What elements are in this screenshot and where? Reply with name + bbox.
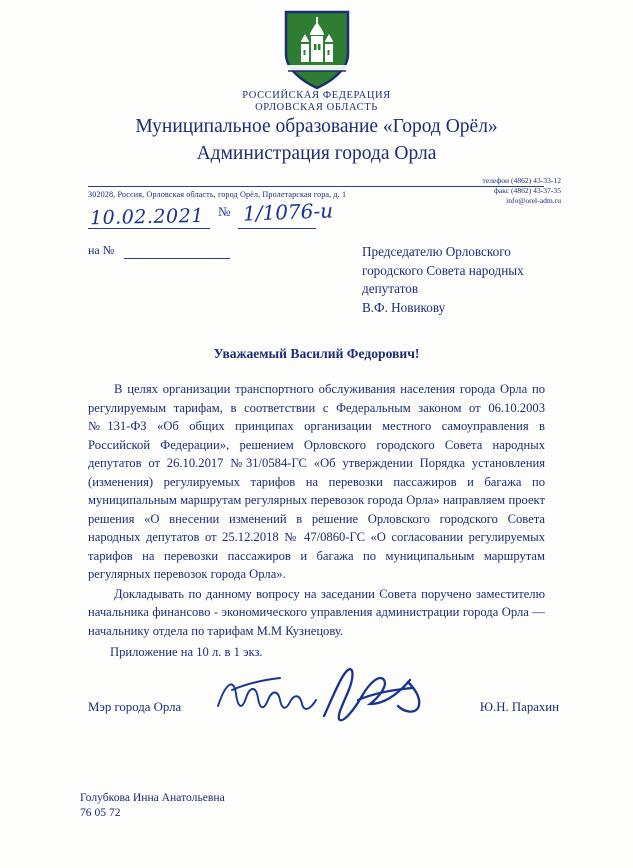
phone-line: телефон (4862) 43-33-12 [482,176,561,185]
administration-title: Администрация города Орла [196,143,437,164]
orel-coat-of-arms-icon [280,8,354,92]
registration-number-handwritten: 1/1076-и [242,198,334,226]
addressee-line-3: депутатов [362,281,419,297]
addressee-line-4: В.Ф. Новикову [362,300,446,316]
signer-position: Мэр города Орла [88,700,182,714]
salutation: Уважаемый Василий Федорович! [213,346,420,361]
addressee-line-1: Председателю Орловского [362,244,511,259]
postal-address: 302028, Россия, Орловская область, город Орёл, Пролетарская гора, д. 1 [88,190,347,199]
contacts-block [482,176,561,206]
header-divider [88,186,544,187]
body-paragraph-1: В целях организации транспортного обслуживания населения города Орла по регулируемым тарифам, в соответствии с Федеральным законом от 06.10.2003 №131-ФЗ «Об общих принципах организации местного самоуправления в Российской Федерации», решением Орловского городского Совета народных депутатов от 26.10.2017 №31/0584-ГС «Об утверждении Порядка установления (изменения) регулируемых тарифов на перевозки пассажиров и багажа по муниципальным маршрутам регулярных перевозок города Орла» направляем проект решения «О внесении изменений в решение Орловского городского Совета народных депутатов от 25.12.2018 № 47/0860-ГС «О согласовании регулируемых тарифов на перевозки пассажиров и багажа по муниципальным маршрутам регулярных перевозок города Орла». [88,382,545,581]
municipality-title: Муниципальное образование «Город Орёл» [135,116,498,137]
registration-date-handwritten: 10.02.2021 [89,204,205,230]
attachment-note: Приложение на 10 л. в 1 экз. [110,645,263,659]
region-line: ОРЛОВСКАЯ ОБЛАСТЬ [255,102,378,113]
executor-name: Голубкова Инна Анатольевна [80,791,225,804]
addressee-line-2: городского Совета народных [362,262,524,278]
fax-line: факс (4862) 43-37-35 [493,186,561,196]
executor-phone: 76 05 72 [80,806,121,819]
coat-of-arms-container [0,8,633,97]
date-rule [88,228,210,229]
letter-body [88,380,545,641]
reference-number-rule [124,258,230,259]
number-rule [238,228,316,229]
reference-number-label: на № [88,243,115,257]
addressee-block [362,243,602,318]
federation-line: РОССИЙСКАЯ ФЕДЕРАЦИЯ [242,90,391,101]
email-line: info@orel-adm.ru [506,196,561,206]
signer-name: Ю.Н. Парахин [479,700,559,714]
body-paragraph-2: Докладывать по данному вопросу на заседании Совета поручено заместителю начальника финансово - экономического управления администрации города Орла — начальнику отдела по тарифам М.М Кузнецову. [88,586,545,638]
signature-mark [212,660,432,730]
registration-number-label: № [218,204,231,219]
